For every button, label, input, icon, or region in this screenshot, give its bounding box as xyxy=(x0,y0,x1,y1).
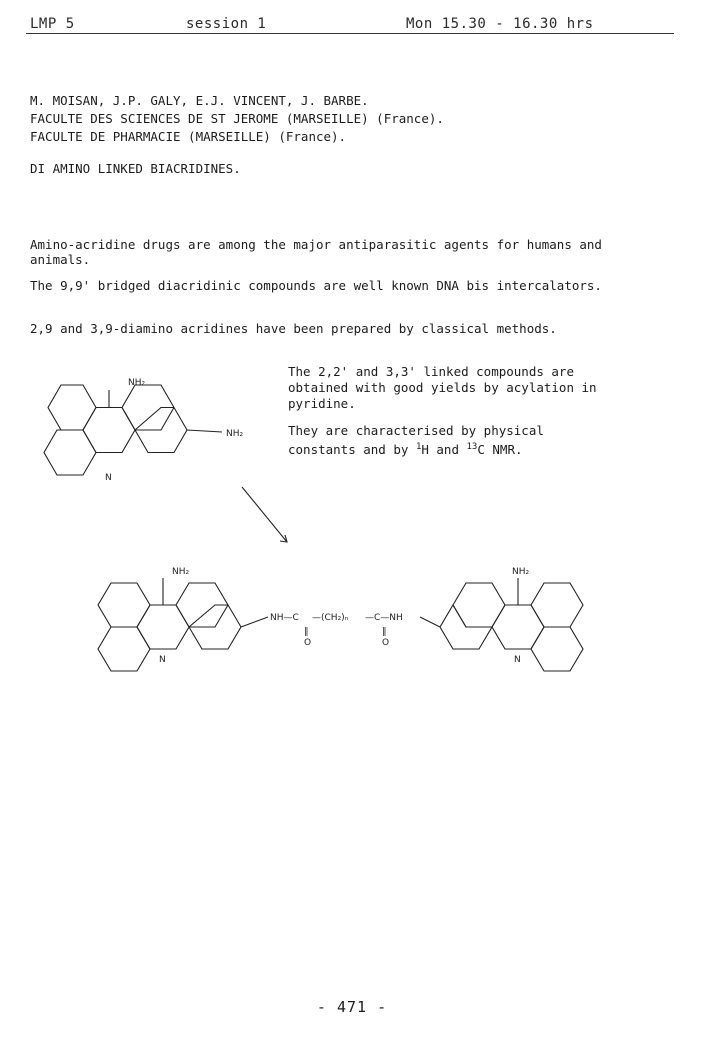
top-nh2-ring-label: NH₂ xyxy=(226,429,244,439)
linker-right-label: —C—NH xyxy=(365,613,403,623)
carbonyl-left-oxygen: O xyxy=(304,638,312,648)
affiliation-sciences: FACULTE DES SCIENCES DE ST JEROME (MARSEILLE) (France). xyxy=(30,111,444,126)
right-n-label: N xyxy=(514,655,521,665)
linker-middle-label: —(CH₂)ₙ xyxy=(312,613,349,623)
diaminoacridine-structure xyxy=(44,385,222,475)
paragraph-drugs: Amino-acridine drugs are among the major antiparasitic agents for humans and animals. xyxy=(30,237,602,267)
page-number: - 471 - xyxy=(316,998,388,1016)
reaction-arrow xyxy=(242,487,287,542)
nmr-text-h: H and xyxy=(421,442,467,457)
carbonyl-left-bond: ‖ xyxy=(304,627,309,637)
right-acridine-structure xyxy=(420,578,583,671)
top-n-label: N xyxy=(105,473,112,483)
left-n-label: N xyxy=(159,655,166,665)
reaction-scheme xyxy=(0,360,704,680)
author-list: M. MOISAN, J.P. GALY, E.J. VINCENT, J. BARBE. xyxy=(30,93,369,108)
paragraph-linked-compounds: The 2,2' and 3,3' linked compounds are obtained with good yields by acylation in pyridine. xyxy=(288,364,597,411)
abstract-title: DI AMINO LINKED BIACRIDINES. xyxy=(30,161,241,176)
right-nh2-label: NH₂ xyxy=(512,567,530,577)
top-nh2-9-label: NH₂ xyxy=(128,378,146,388)
paragraph-intercalators: The 9,9' bridged diacridinic compounds are well known DNA bis intercalators. xyxy=(30,278,602,293)
nmr-text-post: C NMR. xyxy=(477,442,523,457)
nmr-text-pre: They are characterised by physical constants and by xyxy=(288,423,544,457)
header-rule xyxy=(26,33,674,34)
linker-left-label: NH—C xyxy=(270,613,299,623)
left-nh2-label: NH₂ xyxy=(172,567,190,577)
session-code: LMP 5 xyxy=(30,16,75,32)
paragraph-preparation: 2,9 and 3,9-diamino acridines have been prepared by classical methods. xyxy=(30,321,557,336)
left-acridine-structure xyxy=(98,578,268,671)
nmr-sup-1: 1 xyxy=(415,442,422,452)
carbonyl-right-bond: ‖ xyxy=(382,627,387,637)
affiliation-pharmacie: FACULTE DE PHARMACIE (MARSEILLE) (France). xyxy=(30,129,347,144)
session-label: session 1 xyxy=(186,16,267,32)
nmr-sup-13: 13 xyxy=(466,442,478,452)
session-time: Mon 15.30 - 16.30 hrs xyxy=(406,16,594,32)
carbonyl-right-oxygen: O xyxy=(382,638,390,648)
